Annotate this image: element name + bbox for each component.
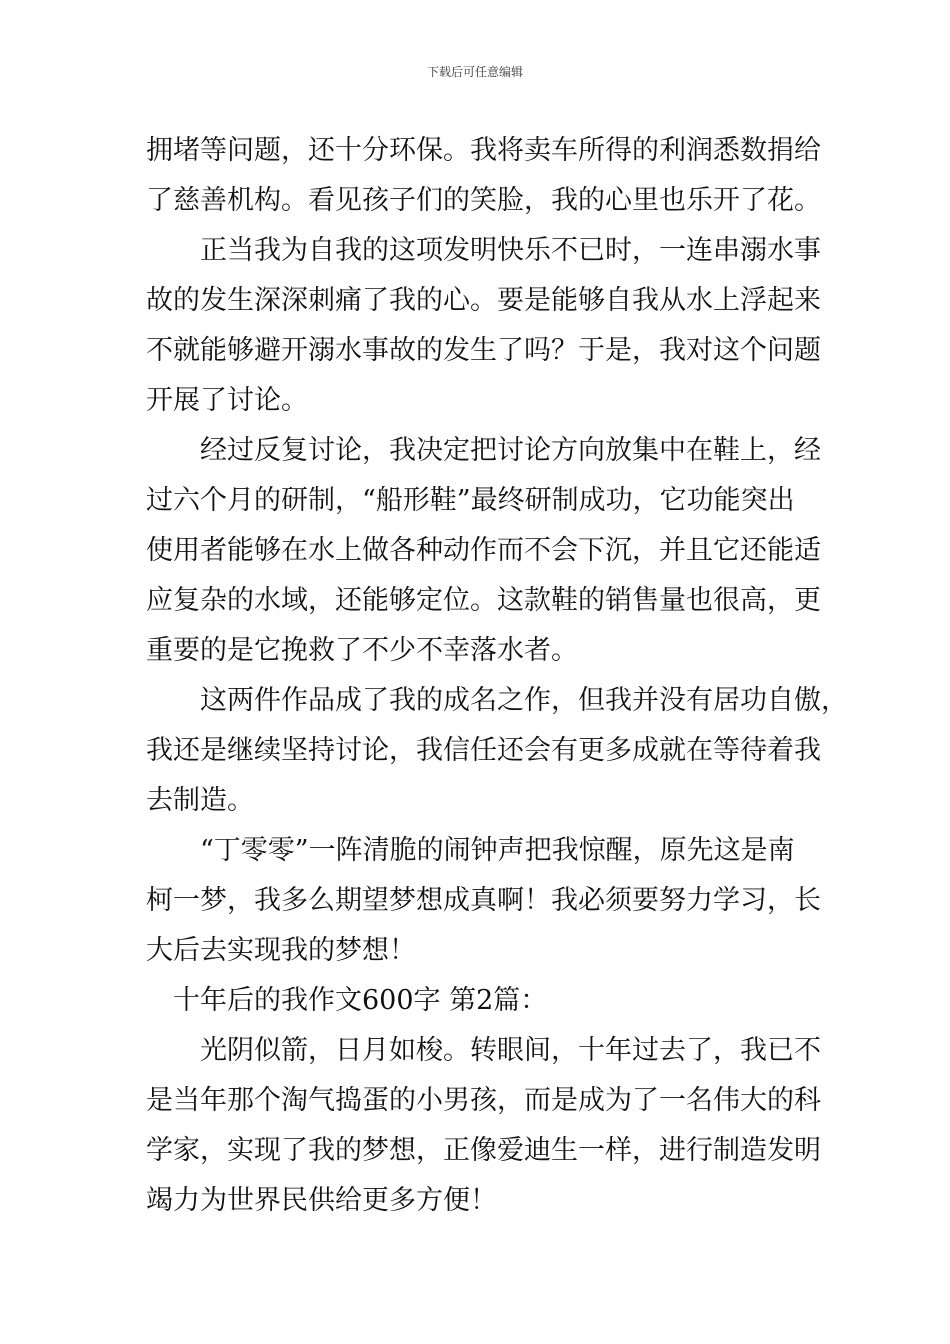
text-line: 应复杂的水域，还能够定位。这款鞋的销售量也很高，更 bbox=[146, 585, 821, 616]
text-line: 过六个月的研制，“船形鞋”最终研制成功，它功能突出 bbox=[146, 485, 795, 516]
section-heading: 十年后的我作文600字 第2篇： bbox=[173, 985, 548, 1016]
text-line: 去制造。 bbox=[146, 785, 254, 816]
text-line: 使用者能够在水上做各种动作而不会下沉，并且它还能适 bbox=[146, 535, 821, 566]
text-line: 学家，实现了我的梦想，正像爱迪生一样，进行制造发明 bbox=[146, 1135, 821, 1166]
text-line: 柯一梦，我多么期望梦想成真啊！我必须要努力学习，长 bbox=[146, 885, 821, 916]
text-line: 是当年那个淘气捣蛋的小男孩，而是成为了一名伟大的科 bbox=[146, 1085, 821, 1116]
text-line: 光阴似箭，日月如梭。转眼间，十年过去了，我已不 bbox=[200, 1035, 821, 1066]
text-line: 这两件作品成了我的成名之作，但我并没有居功自傲， bbox=[200, 685, 848, 716]
text-line: 不就能够避开溺水事故的发生了吗？于是，我对这个问题 bbox=[146, 335, 821, 366]
page-header: 下载后可任意编辑 bbox=[426, 65, 523, 79]
text-line: 了慈善机构。看见孩子们的笑脸，我的心里也乐开了花。 bbox=[146, 185, 821, 216]
text-line: 竭力为世界民供给更多方便！ bbox=[146, 1185, 497, 1216]
document-body bbox=[146, 126, 848, 1226]
text-line: “丁零零”一阵清脆的闹钟声把我惊醒，原先这是南 bbox=[200, 835, 795, 866]
text-line: 经过反复讨论，我决定把讨论方向放集中在鞋上，经 bbox=[200, 435, 821, 466]
text-line: 我还是继续坚持讨论，我信任还会有更多成就在等待着我 bbox=[146, 735, 821, 766]
text-line: 重要的是它挽救了不少不幸落水者。 bbox=[146, 635, 578, 666]
text-line: 大后去实现我的梦想！ bbox=[146, 935, 416, 966]
text-line: 拥堵等问题，还十分环保。我将卖车所得的利润悉数捐给 bbox=[146, 135, 821, 166]
text-line: 开展了讨论。 bbox=[146, 385, 308, 416]
text-line: 故的发生深深刺痛了我的心。要是能够自我从水上浮起来 bbox=[146, 285, 821, 316]
text-line: 正当我为自我的这项发明快乐不已时，一连串溺水事 bbox=[200, 235, 821, 266]
